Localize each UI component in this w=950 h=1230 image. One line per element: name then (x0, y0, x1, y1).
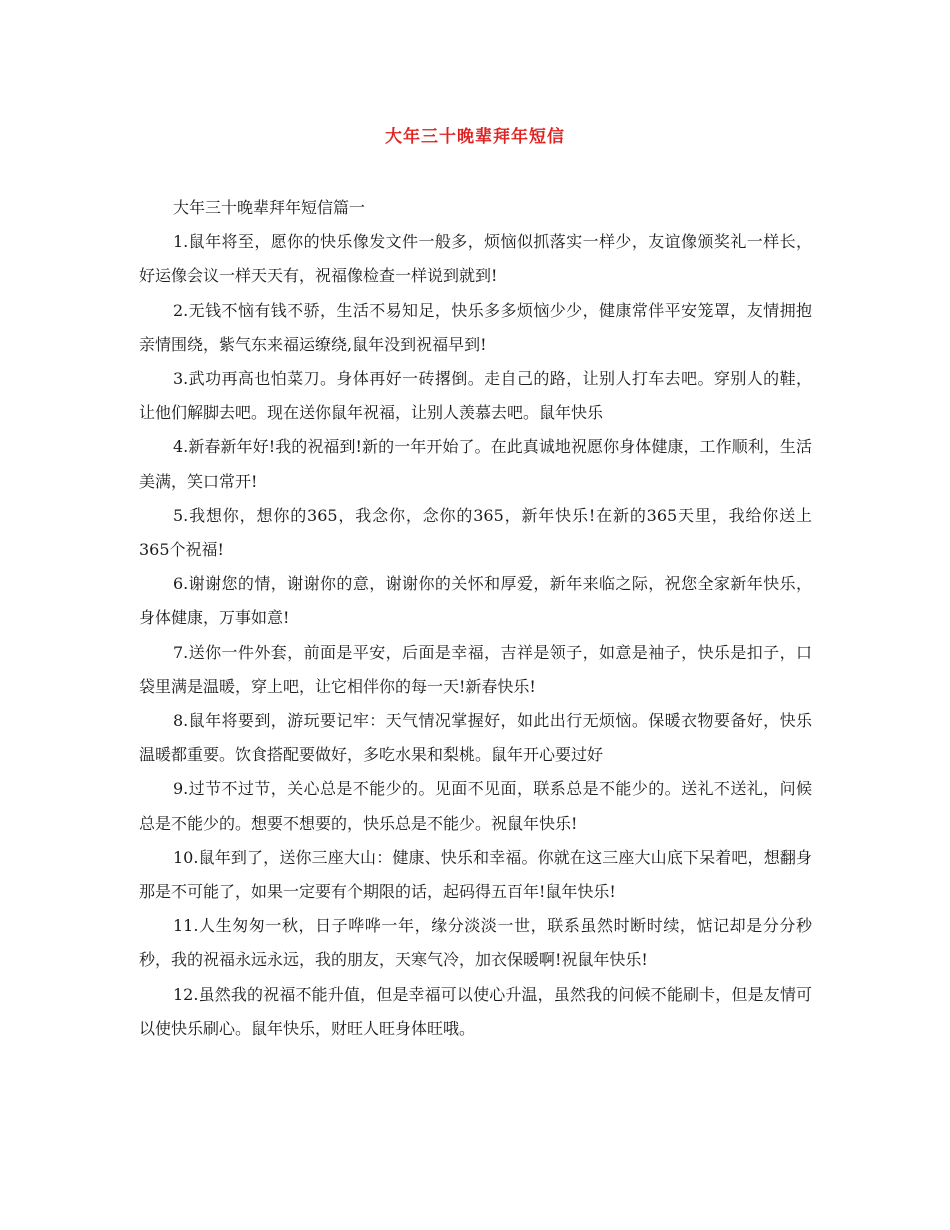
paragraph-4: 4.新春新年好!我的祝福到!新的一年开始了。在此真诚地祝愿你身体健康，工作顺利，生活美满，笑口常开! (139, 437, 812, 491)
paragraph-3: 3.武功再高也怕菜刀。身体再好一砖撂倒。走自己的路，让别人打车去吧。穿别人的鞋，让他们解脚去吧。现在送你鼠年祝福，让别人羡慕去吧。鼠年快乐 (139, 369, 812, 423)
paragraph-1: 1.鼠年将至，愿你的快乐像发文件一般多，烦恼似抓落实一样少，友谊像颁奖礼一样长，好运像会议一样天天有，祝福像检查一样说到就到! (139, 232, 812, 286)
document-body (139, 191, 812, 1046)
paragraph-5: 5.我想你，想你的365，我念你，念你的365，新年快乐!在新的365天里，我给你送上365个祝福! (139, 505, 812, 560)
paragraph-6: 6.谢谢您的情，谢谢你的意，谢谢你的关怀和厚爱，新年来临之际，祝您全家新年快乐，身体健康，万事如意! (139, 574, 812, 628)
section-heading: 大年三十晚辈拜年短信篇一 (173, 198, 366, 217)
paragraph-9: 9.过节不过节，关心总是不能少的。见面不见面，联系总是不能少的。送礼不送礼，问候总是不能少的。想要不想要的，快乐总是不能少。祝鼠年快乐! (139, 779, 812, 833)
paragraph-10: 10.鼠年到了，送你三座大山：健康、快乐和幸福。你就在这三座大山底下呆着吧，想翻身那是不可能了，如果一定要有个期限的话，起码得五百年!鼠年快乐! (139, 847, 812, 902)
paragraph-2: 2.无钱不恼有钱不骄，生活不易知足，快乐多多烦恼少少，健康常伴平安笼罩，友情拥抱亲情围绕，紫气东来福运缭绕,鼠年没到祝福早到! (139, 300, 812, 354)
paragraph-8: 8.鼠年将要到，游玩要记牢：天气情况掌握好，如此出行无烦恼。保暖衣物要备好，快乐温暖都重要。饮食搭配要做好，多吃水果和梨桃。鼠年开心要过好 (139, 711, 812, 765)
paragraph-11: 11.人生匆匆一秋，日子哗哗一年，缘分淡淡一世，联系虽然时断时续，惦记却是分分秒秒，我的祝福永远永远，我的朋友，天寒气冷，加衣保暖啊!祝鼠年快乐! (139, 916, 812, 970)
paragraph-12: 12.虽然我的祝福不能升值，但是幸福可以使心升温，虽然我的问候不能刷卡，但是友情可以使快乐刷心。鼠年快乐，财旺人旺身体旺哦。 (139, 984, 812, 1038)
paragraph-7: 7.送你一件外套，前面是平安，后面是幸福，吉祥是领子，如意是袖子，快乐是扣子，口袋里满是温暖，穿上吧，让它相伴你的每一天!新春快乐! (139, 642, 812, 696)
document-title: 大年三十晚辈拜年短信 (385, 127, 565, 147)
